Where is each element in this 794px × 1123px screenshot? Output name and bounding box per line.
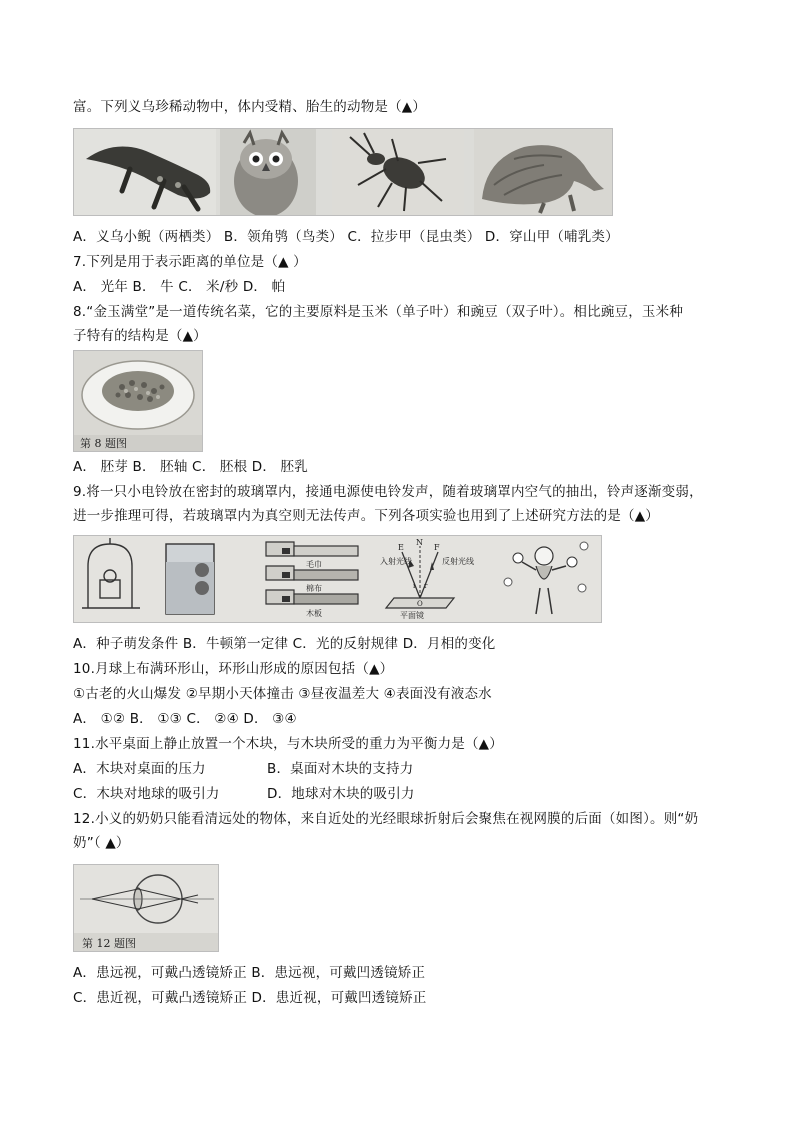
salamander-photo <box>74 129 216 215</box>
pangolin-photo <box>474 129 612 215</box>
reflected-label: 反射光线 <box>442 557 474 566</box>
q8-caption: 第 8 题图 <box>80 437 127 450</box>
q11-option-b: B．桌面对木块的支持力 <box>267 761 414 777</box>
q12-options-ab: A．患远视，可戴凸透镜矫正 B．患远视，可戴凹透镜矫正 <box>73 965 426 981</box>
n-label: N <box>416 538 423 547</box>
o-label: O <box>417 600 423 608</box>
towel-label: 毛巾 <box>306 560 322 569</box>
q12-stem-line2: 奶”（ ▲） <box>73 835 130 851</box>
q12-caption: 第 12 题图 <box>82 937 136 950</box>
q10-items: ①古老的火山爆发 ②早期小天体撞击 ③昼夜温差大 ④表面没有液态水 <box>73 686 492 702</box>
q9-stem-line2: 进一步推理可得，若玻璃罩内为真空则无法传声。下列各项实验也用到了上述研究方法的是（▲） <box>73 508 659 524</box>
q11-option-c: C．木块对地球的吸引力 <box>73 786 220 802</box>
q11-option-d: D．地球对木块的吸引力 <box>267 786 415 802</box>
cotton-label: 棉布 <box>306 584 322 593</box>
q11-options-row2 <box>73 785 415 803</box>
r-label: r <box>424 582 428 590</box>
f-label: F <box>434 543 440 552</box>
q7-stem: 7.下列是用于表示距离的单位是（▲ ） <box>73 254 307 270</box>
beaker-figure <box>166 544 214 614</box>
q10-stem: 10.月球上布满环形山，环形山形成的原因包括（▲） <box>73 661 394 677</box>
q11-stem: 11.水平桌面上静止放置一个木块，与木块所受的重力为平衡力是（▲） <box>73 736 503 752</box>
q8-stem-line1: 8.“金玉满堂”是一道传统名菜，它的主要原料是玉米（单子叶）和豌豆（双子叶）。相比豌豆，玉米种 <box>73 304 684 320</box>
q6-animal-photos <box>73 128 613 216</box>
q8-stem-line2: 子特有的结构是（▲） <box>73 328 207 344</box>
q10-options: A． ①② B． ①③ C． ②④ D． ③④ <box>73 711 297 727</box>
q9-options: A．种子萌发条件 B．牛顿第一定律 C．光的反射规律 D．月相的变化 <box>73 636 496 652</box>
q6-stem-tail: 富。下列义乌珍稀动物中，体内受精、胎生的动物是（▲） <box>73 99 427 115</box>
q12-options-cd: C．患近视，可戴凸透镜矫正 D．患近视，可戴凹透镜矫正 <box>73 990 427 1006</box>
incident-label: 入射光线 <box>380 557 412 566</box>
q6-options: A．义乌小鲵（两栖类） B．领角鸮（鸟类） C．拉步甲（昆虫类） D．穿山甲（哺乳类） <box>73 229 619 245</box>
q8-options: A． 胚芽 B． 胚轴 C． 胚根 D． 胚乳 <box>73 459 308 475</box>
q12-eye-diagram <box>73 864 219 952</box>
q8-dish-photo <box>73 350 203 452</box>
q9-stem-line1: 9.将一只小电铃放在密封的玻璃罩内，接通电源使电铃发声，随着玻璃罩内空气的抽出，铃声逐渐变弱， <box>73 484 703 500</box>
mirror-label: 平面镜 <box>400 611 424 620</box>
q9-experiment-figures <box>73 535 602 623</box>
board-label: 木板 <box>306 609 322 618</box>
owl-photo <box>220 129 316 215</box>
q11-options-row1 <box>73 760 413 778</box>
q7-options: A． 光年 B． 牛 C． 米/秒 D． 帕 <box>73 279 286 295</box>
q11-option-a: A．木块对桌面的压力 <box>73 761 206 777</box>
beetle-photo <box>332 129 464 215</box>
q12-stem-line1: 12.小义的奶奶只能看清远处的物体，来自近处的光经眼球折射后会聚焦在视网膜的后面（如图）。则“奶 <box>73 811 699 827</box>
i-label: i <box>413 582 416 590</box>
e-label: E <box>398 543 404 552</box>
